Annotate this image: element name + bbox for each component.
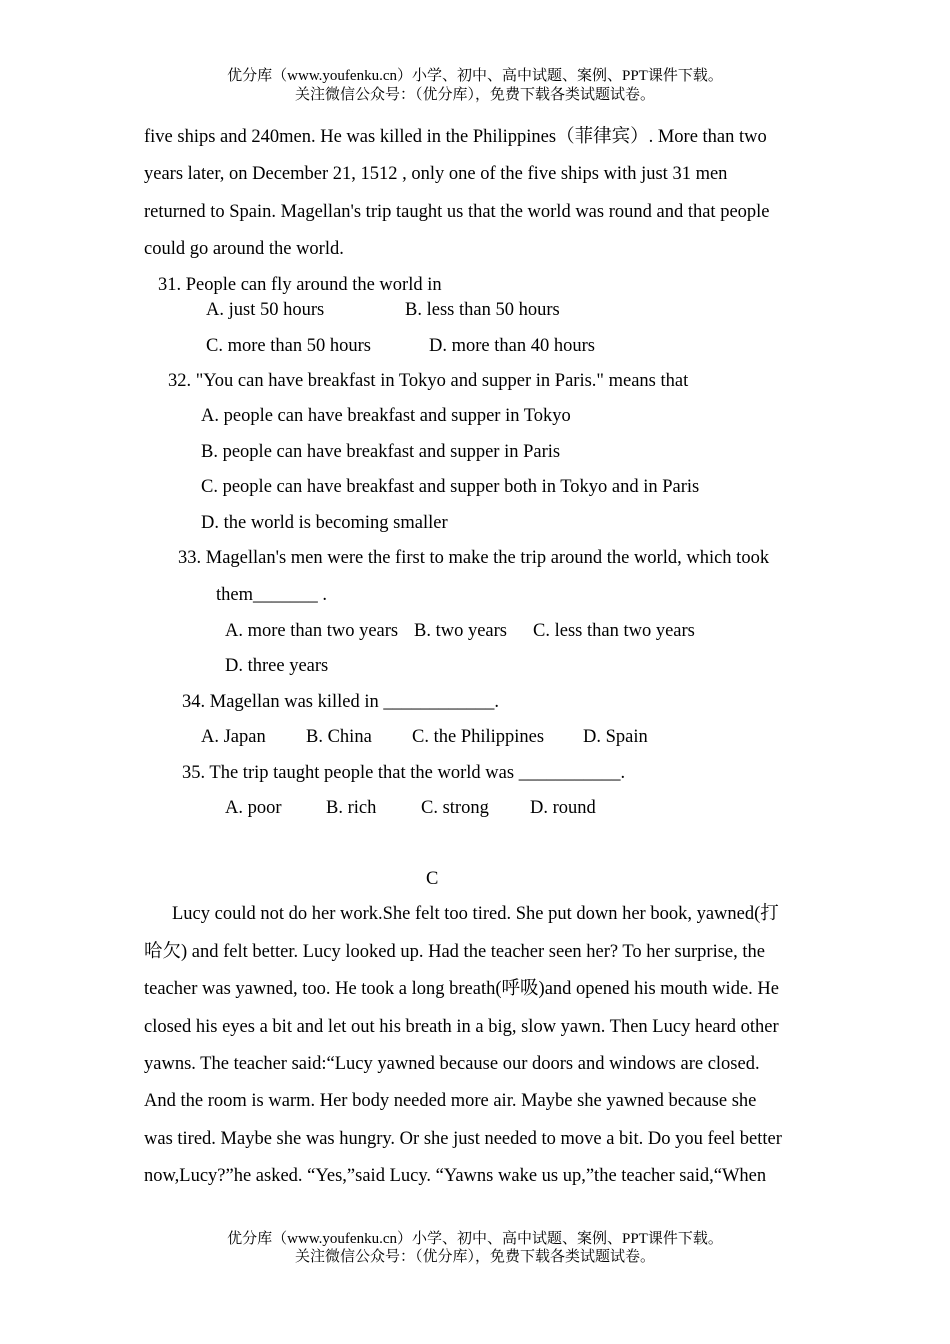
- passage-b-line-3: returned to Spain. Magellan's trip taught us that the world was round and that people: [144, 202, 770, 222]
- passage-c-line-1: Lucy could not do her work.She felt too tired. She put down her book, yawned(打: [172, 904, 779, 924]
- page-header-line-2: 关注微信公众号：（优分库），免费下载各类试题试卷。: [294, 87, 655, 103]
- question-33-stem-continued: them_______ .: [216, 585, 327, 605]
- passage-c-line-6: And the room is warm. Her body needed more air. Maybe she yawned because she: [144, 1091, 757, 1111]
- passage-c-line-3: teacher was yawned, too. He took a long breath(呼吸)and opened his mouth wide. He: [144, 979, 779, 999]
- question-35-option-b: B. rich: [326, 798, 377, 818]
- question-32-option-b: B. people can have breakfast and supper in Paris: [201, 442, 561, 462]
- passage-c-line-7: was tired. Maybe she was hungry. Or she just needed to move a bit. Do you feel better: [144, 1129, 782, 1149]
- question-34-option-d: D. Spain: [583, 727, 648, 747]
- question-33-option-a: A. more than two years: [225, 621, 399, 641]
- passage-c-line-5: yawns. The teacher said:“Lucy yawned because our doors and windows are closed.: [144, 1054, 760, 1074]
- question-33-option-d: D. three years: [225, 656, 329, 676]
- passage-b-line-4: could go around the world.: [144, 239, 344, 259]
- question-32-stem: 32. "You can have breakfast in Tokyo and supper in Paris." means that: [168, 371, 689, 391]
- question-32-option-d: D. the world is becoming smaller: [201, 513, 448, 533]
- question-31-option-c: C. more than 50 hours: [206, 336, 371, 356]
- passage-c-line-2: 哈欠) and felt better. Lucy looked up. Had the teacher seen her? To her surprise, the: [144, 942, 765, 962]
- question-35-option-c: C. strong: [421, 798, 489, 818]
- passage-b-line-2: years later, on December 21, 1512 , only one of the five ships with just 31 men: [144, 164, 728, 184]
- page-header-line-1: 优分库（www.youfenku.cn）小学、初中、高中试题、案例、PPT课件下载。: [227, 68, 723, 84]
- question-31-option-a: A. just 50 hours: [206, 300, 325, 320]
- question-31-option-d: D. more than 40 hours: [429, 336, 595, 356]
- question-34-option-a: A. Japan: [201, 727, 266, 747]
- question-31-stem: 31. People can fly around the world in: [158, 275, 442, 295]
- question-34-option-b: B. China: [306, 727, 372, 747]
- question-34-stem: 34. Magellan was killed in ____________.: [182, 692, 500, 712]
- section-c-heading: C: [426, 869, 439, 889]
- question-32-option-c: C. people can have breakfast and supper both in Tokyo and in Paris: [201, 477, 700, 497]
- question-33-option-c: C. less than two years: [533, 621, 695, 641]
- question-31-option-b: B. less than 50 hours: [405, 300, 560, 320]
- question-35-option-a: A. poor: [225, 798, 282, 818]
- page-footer-line-2: 关注微信公众号：（优分库），免费下载各类试题试卷。: [294, 1249, 655, 1265]
- question-35-stem: 35. The trip taught people that the world was ___________.: [182, 763, 626, 783]
- passage-b-line-1: five ships and 240men. He was killed in the Philippines（菲律宾）. More than two: [144, 127, 767, 147]
- question-32-option-a: A. people can have breakfast and supper in Tokyo: [201, 406, 571, 426]
- question-34-option-c: C. the Philippines: [412, 727, 545, 747]
- question-35-option-d: D. round: [530, 798, 596, 818]
- passage-c-line-4: closed his eyes a bit and let out his breath in a big, slow yawn. Then Lucy heard other: [144, 1017, 779, 1037]
- question-33-option-b: B. two years: [414, 621, 507, 641]
- question-33-stem: 33. Magellan's men were the first to make the trip around the world, which took: [178, 548, 770, 568]
- passage-c-line-8: now,Lucy?”he asked. “Yes,”said Lucy. “Yawns wake us up,”the teacher said,“When: [144, 1166, 767, 1186]
- page-footer-line-1: 优分库（www.youfenku.cn）小学、初中、高中试题、案例、PPT课件下载。: [227, 1231, 723, 1247]
